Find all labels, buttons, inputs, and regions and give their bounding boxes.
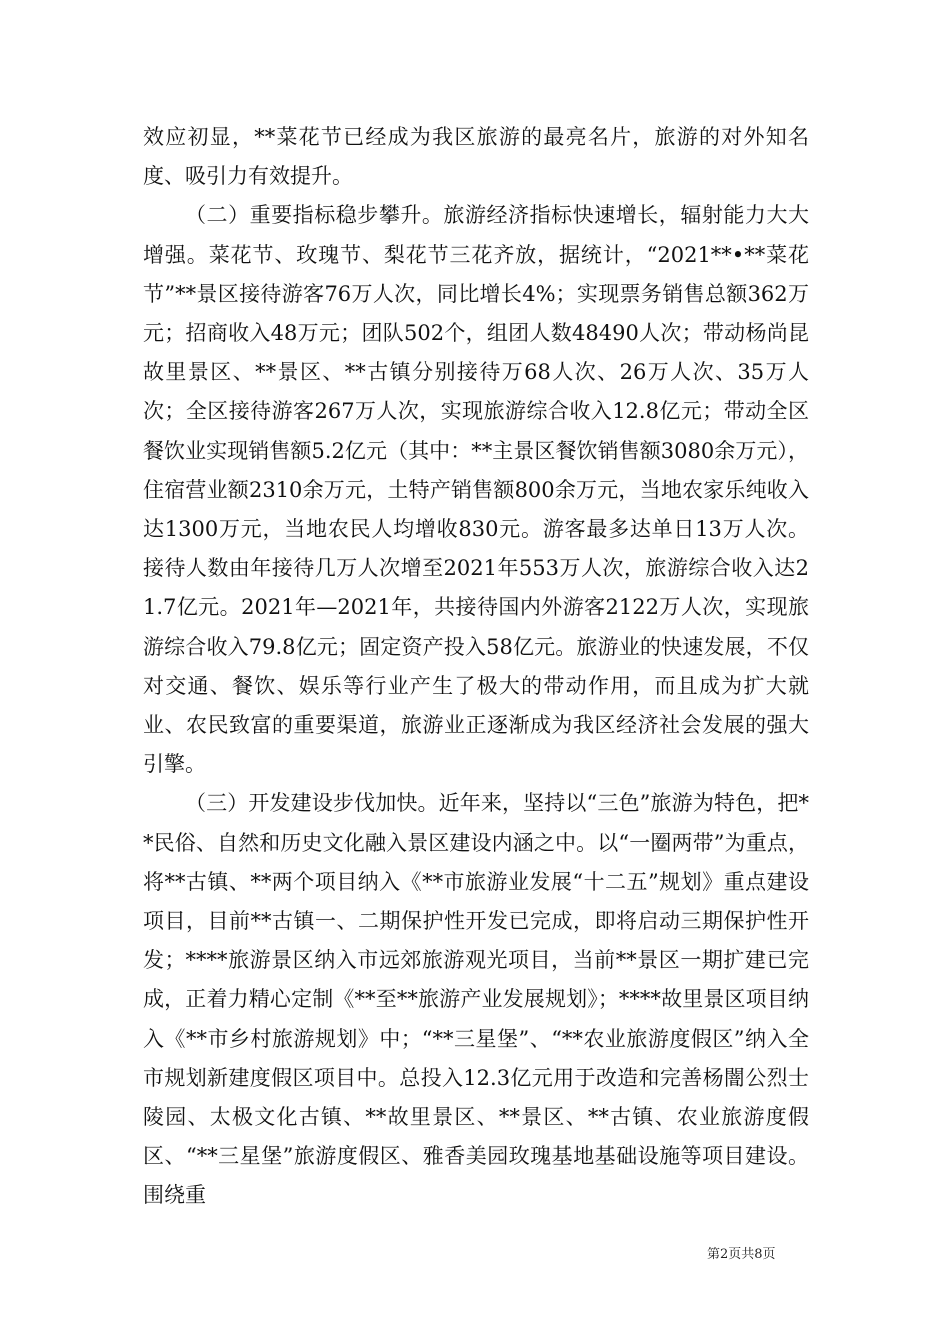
document-body (143, 118, 809, 1216)
paragraph-3: （三）开发建设步伐加快。近年来，坚持以“三色”旅游为特色，把**民俗、自然和历史文化融入景区建设内涵之中。以“一圈两带”为重点，将**古镇、**两个项目纳入《**市旅游业发展“十二五”规划》重点建设项目，目前**古镇一、二期保护性开发已完成，即将启动三期保护性开发；****旅游景区纳入市远郊旅游观光项目，当前**景区一期扩建已完成，正着力精心定制《**至**旅游产业发展规划》；****故里景区项目纳入《**市乡村旅游规划》中；“**三星堡”、“**农业旅游度假区”纳入全市规划新建度假区项目中。总投入12.3亿元用于改造和完善杨闇公烈士陵园、太极文化古镇、**故里景区、**景区、**古镇、农业旅游度假区、“**三星堡”旅游度假区、雅香美园玫瑰基地基础设施等项目建设。围绕重 (143, 791, 809, 1208)
page-number: 第2页共8页 (707, 1247, 776, 1262)
paragraph-2: （二）重要指标稳步攀升。旅游经济指标快速增长，辐射能力大大增强。菜花节、玫瑰节、梨花节三花齐放，据统计，“2021**•**菜花节”**景区接待游客76万人次，同比增长4%；实现票务销售总额362万元；招商收入48万元；团队502个，组团人数48490人次；带动杨尚昆故里景区、**景区、**古镇分别接待万68人次、26万人次、35万人次；全区接待游客267万人次，实现旅游综合收入12.8亿元；带动全区餐饮业实现销售额5.2亿元（其中：**主景区餐饮销售额3080余万元），住宿营业额2310余万元，土特产销售额800余万元，当地农家乐纯收入达1300万元，当地农民人均增收830元。游客最多达单日13万人次。接待人数由年接待几万人次增至2021年553万人次，旅游综合收入达21.7亿元。2021年—2021年，共接待国内外游客2122万人次，实现旅游综合收入79.8亿元；固定资产投入58亿元。旅游业的快速发展，不仅对交通、餐饮、娱乐等行业产生了极大的带动作用，而且成为扩大就业、农民致富的重要渠道，旅游业正逐渐成为我区经济社会发展的强大引擎。 (143, 203, 809, 777)
paragraph-1: 效应初显，**菜花节已经成为我区旅游的最亮名片，旅游的对外知名度、吸引力有效提升。 (143, 125, 809, 189)
